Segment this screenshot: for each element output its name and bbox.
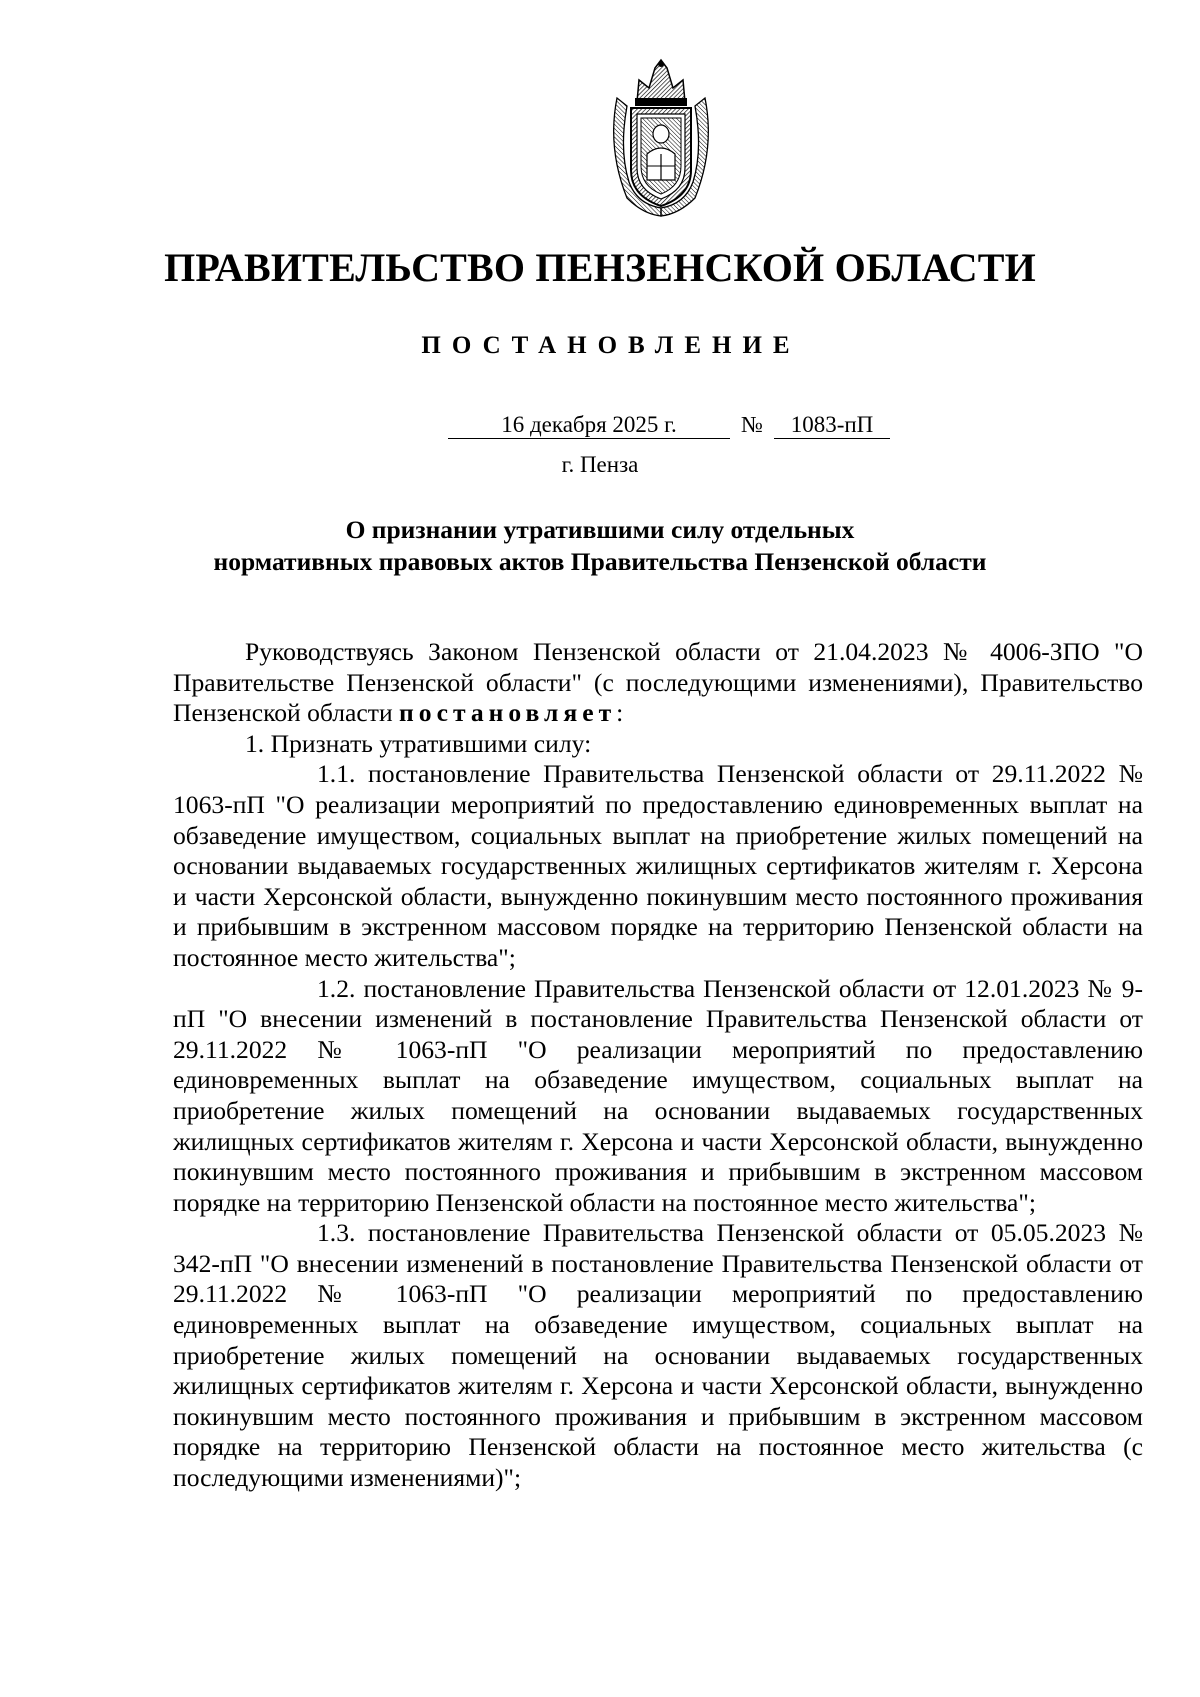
document-body	[173, 637, 1143, 1494]
item-number: 1.1.	[317, 759, 356, 789]
item-text: постановление Правительства Пензенской области от 05.05.2023 № 342-пП "О внесении изменений в постановление Правительства Пензенской области от 29.11.2022 № 1063-пП "О реализации мероприятий по предоставлению единовременных выплат на обзаведение имуществом, социальных выплат на приобретение жилых помещений на основании выдаваемых государственных жилищных сертификатов жителям г. Херсона и части Херсонской области, вынужденно покинувшим место постоянного проживания и прибывшим в экстренном массовом порядке на территорию Пензенской области на постоянное место жительства (с последующими изменениями)";	[173, 1218, 1143, 1493]
item-paragraph	[173, 1218, 1143, 1493]
item-paragraph	[173, 974, 1143, 1219]
government-name: ПРАВИТЕЛЬСТВО ПЕНЗЕНСКОЙ ОБЛАСТИ	[164, 245, 1036, 290]
document-number: 1083-пП	[774, 412, 890, 439]
item-text: постановление Правительства Пензенской области от 29.11.2022 № 1063-пП "О реализации мероприятий по предоставлению единовременных выплат на обзаведение имуществом, социальных выплат на приобретение жилых помещений на основании выдаваемых государственных жилищных сертификатов жителям г. Херсона и части Херсонской области, вынужденно покинувшим место постоянного проживания и прибывшим в экстренном массовом порядке на территорию Пензенской области на постоянное место жительства";	[173, 759, 1143, 972]
city: г. Пенза	[561, 452, 639, 477]
item-number: 1.2.	[317, 973, 356, 1003]
document-type: ПОСТАНОВЛЕНИЕ	[421, 332, 801, 359]
subject-line-1: О признании утратившими силу отдельных	[345, 515, 855, 544]
subject-line-2: нормативных правовых актов Правительства Пензенской области	[213, 547, 987, 576]
item-number: 1.3.	[317, 1218, 356, 1248]
number-label: №	[741, 412, 763, 437]
item-paragraph	[173, 759, 1143, 973]
item-text: постановление Правительства Пензенской области от 12.01.2023 № 9-пП "О внесении изменений в постановление Правительства Пензенской области от 29.11.2022 № 1063-пП "О реализации мероприятий по предоставлению единовременных выплат на обзаведение имуществом, социальных выплат на приобретение жилых помещений на основании выдаваемых государственных жилищных сертификатов жителям г. Херсона и части Херсонской области, вынужденно покинувшим место постоянного проживания и прибывшим в экстренном массовом порядке на территорию Пензенской области на постоянное место жительства";	[173, 973, 1143, 1217]
penza-coat-of-arms-icon	[603, 58, 719, 218]
point-1-paragraph: 1. Признать утратившими силу:	[245, 728, 592, 758]
date-number-line	[448, 412, 890, 439]
preamble-end: :	[616, 698, 624, 728]
preamble-text: Руководствуясь Законом Пензенской области от 21.04.2023 № 4006-ЗПО "О Правительстве Пензенской области" (с последующими изменениями), Правительство Пензенской области	[173, 637, 1143, 728]
preamble-verb: постановляет	[399, 698, 617, 728]
document-date: 16 декабря 2025 г.	[448, 412, 730, 439]
preamble-paragraph	[173, 637, 1143, 729]
document-subject	[0, 514, 1200, 578]
